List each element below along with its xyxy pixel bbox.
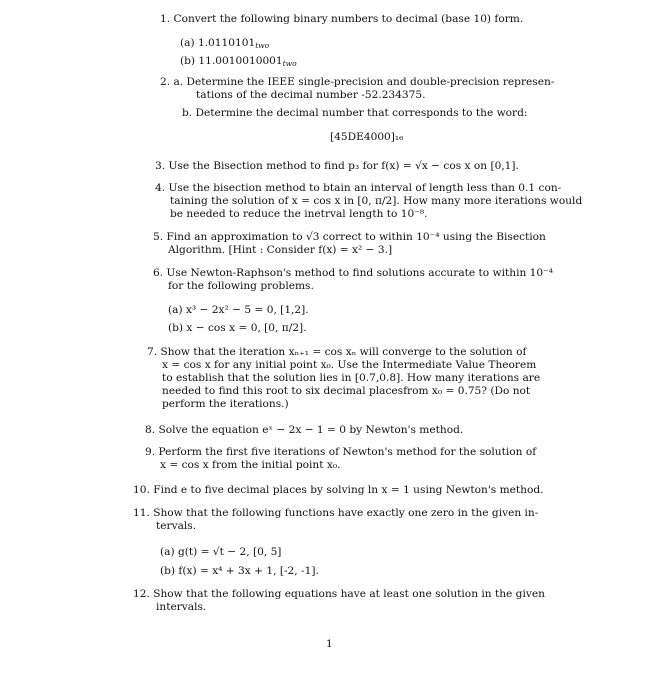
text-line: [196, 89, 426, 102]
text-line: [160, 459, 340, 472]
line-text: 4. Use the bisection method to btain an interval of length less than 0.1 con-: [155, 182, 562, 194]
line-text: (a) x³ − 2x² − 5 = 0, [1,2].: [168, 304, 309, 316]
text-line: [155, 182, 561, 195]
base-subscript: two: [255, 41, 270, 50]
line-text: x = cos x for any initial point x₀. Use the Intermediate Value Theorem: [162, 359, 537, 371]
line-text: 8. Solve the equation eˣ − 2x − 1 = 0 by Newton's method.: [145, 424, 464, 436]
text-line: [156, 520, 196, 533]
text-line: [133, 507, 538, 520]
line-text: for the following problems.: [168, 280, 314, 292]
text-line: [180, 55, 297, 70]
line-text: [45DE4000]₁₆: [330, 131, 404, 143]
text-line: [162, 398, 289, 411]
text-line: [156, 601, 206, 614]
line-text: tations of the decimal number -52.234375.: [196, 89, 426, 101]
line-text: needed to find this root to six decimal placesfrom x₀ = 0.75? (Do not: [162, 385, 531, 397]
text-line: [162, 372, 540, 385]
line-text: 11. Show that the following functions have exactly one zero in the given in-: [133, 507, 539, 519]
text-line: [168, 304, 309, 317]
line-text: x = cos x from the initial point x₀.: [160, 459, 341, 471]
text-line: [145, 446, 536, 459]
text-line: [170, 208, 427, 221]
text-line: [168, 322, 307, 335]
line-text: Algorithm. [Hint : Consider f(x) = x² − 3.]: [168, 244, 393, 256]
line-text: 7. Show that the iteration xₙ₊₁ = cos xₙ will converge to the solution of: [147, 346, 527, 358]
text-line: [160, 76, 554, 89]
text-line: [160, 546, 281, 559]
line-text: intervals.: [156, 601, 207, 613]
line-text: perform the iterations.): [162, 398, 289, 410]
line-text: 9. Perform the first five iterations of Newton's method for the solution of: [145, 446, 537, 458]
text-line: [153, 267, 553, 280]
line-text: (b) 11.0010010001: [180, 55, 283, 67]
line-text: (b) x − cos x = 0, [0, π/2].: [168, 322, 307, 334]
line-text: taining the solution of x = cos x in [0, π/2]. How many more iterations would: [170, 195, 583, 207]
text-line: [162, 385, 530, 398]
line-text: 10. Find e to five decimal places by solving ln x = 1 using Newton's method.: [133, 484, 544, 496]
text-line: [160, 565, 319, 578]
text-line: [160, 13, 523, 26]
text-line: [182, 107, 527, 120]
base-subscript: two: [282, 59, 297, 68]
text-line: [155, 160, 519, 173]
line-text: be needed to reduce the inetrval length to 10⁻⁸.: [170, 208, 428, 220]
line-text: 1. Convert the following binary numbers to decimal (base 10) form.: [160, 13, 524, 25]
line-text: 5. Find an approximation to √3 correct to within 10⁻⁴ using the Bisection: [153, 231, 546, 243]
line-text: (b) f(x) = x⁴ + 3x + 1, [-2, -1].: [160, 565, 319, 577]
line-text: (a) g(t) = √t − 2, [0, 5]: [160, 546, 282, 558]
line-text: tervals.: [156, 520, 197, 532]
text-line: [145, 424, 463, 437]
line-text: 3. Use the Bisection method to find p₃ for f(x) = √x − cos x on [0,1].: [155, 160, 519, 172]
text-line: [153, 231, 546, 244]
line-text: (a) 1.0110101: [180, 37, 256, 49]
line-text: 12. Show that the following equations have at least one solution in the given: [133, 588, 545, 600]
text-line: [168, 244, 392, 257]
page-number: 1: [326, 638, 333, 650]
text-line: [133, 484, 544, 497]
line-text: 2. a. Determine the IEEE single-precision and double-precision represen-: [160, 76, 555, 88]
text-line: [330, 131, 403, 144]
line-text: b. Determine the decimal number that corresponds to the word:: [182, 107, 528, 119]
text-line: [147, 346, 526, 359]
line-text: to establish that the solution lies in [0.7,0.8]. How many iterations are: [162, 372, 541, 384]
text-line: [133, 588, 545, 601]
text-line: [170, 195, 582, 208]
text-line: [162, 359, 536, 372]
text-line: [168, 280, 314, 293]
line-text: 6. Use Newton-Raphson's method to find solutions accurate to within 10⁻⁴: [153, 267, 553, 279]
text-line: [180, 37, 269, 52]
